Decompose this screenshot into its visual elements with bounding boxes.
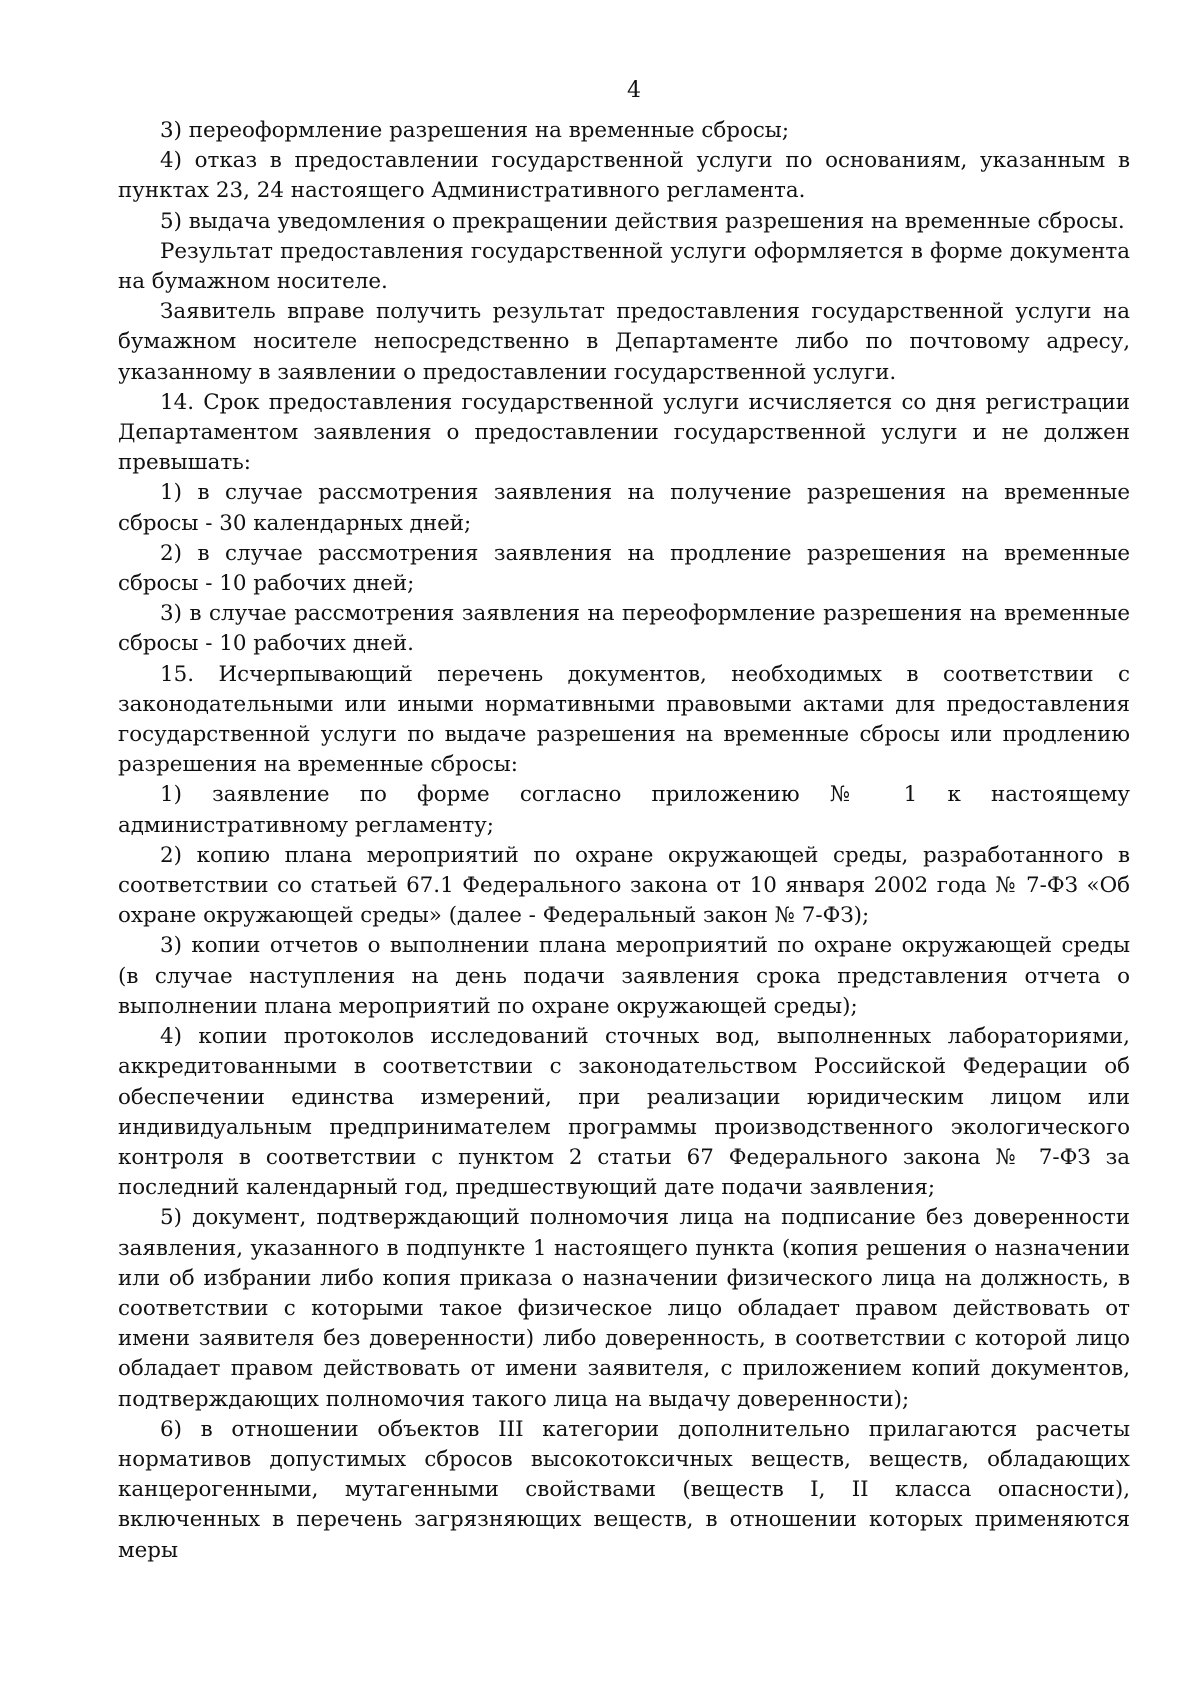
paragraph-15-item-3: 3) копии отчетов о выполнении плана мероприятий по охране окружающей среды (в случае наступления на день подачи заявления срока представления отчета о выполнении плана мероприятий по охране окружающей среды); (118, 933, 1130, 1019)
paragraph-item-3-reissue: 3) переоформление разрешения на временные сбросы; (160, 118, 790, 143)
paragraph-15-item-5: 5) документ, подтверждающий полномочия лица на подписание без доверенности заявления, указанного в подпункте 1 настоящего пункта (копия решения о назначении или об избрании либо копия приказа о назначении физического лица на должность, в соответствии с которыми такое физическое лицо обладает правом действовать от имени заявителя без доверенности) либо доверенность, в соответствии с которой лицо обладает правом действовать от имени заявителя, с приложением копий документов, подтверждающих полномочия такого лица на выдачу доверенности); (118, 1205, 1130, 1412)
paragraph-applicant-receipt: Заявитель вправе получить результат предоставления государственной услуги на бумажном носителе непосредственно в Департаменте либо по почтовому адресу, указанному в заявлении о предоставлении государственной услуги. (118, 299, 1130, 385)
paragraph-item-4-refusal: 4) отказ в предоставлении государственной услуги по основаниям, указанным в пунктах 23, 24 настоящего Административного регламента. (118, 148, 1130, 204)
paragraph-14-item-3: 3) в случае рассмотрения заявления на переоформление разрешения на временные сбросы - 10 рабочих дней. (118, 601, 1130, 657)
paragraph-15-item-2: 2) копию плана мероприятий по охране окружающей среды, разработанного в соответствии со статьей 67.1 Федерального закона от 10 января 2002 года № 7-ФЗ «Об охране окружающей среды» (далее - Федеральный закон № 7-ФЗ); (118, 842, 1130, 929)
paragraph-result-form: Результат предоставления государственной услуги оформляется в форме документа на бумажном носителе. (118, 238, 1130, 295)
paragraph-14-term: 14. Срок предоставления государственной услуги исчисляется со дня регистрации Департаментом заявления о предоставлении государственной услуги и не должен превышать: (118, 389, 1130, 476)
paragraph-15-item-4: 4) копии протоколов исследований сточных вод, выполненных лабораториями, аккредитованными в соответствии с законодательством Российской Федерации об обеспечении единства измерений, при реализации юридическим лицом или индивидуальным предпринимателем программы производственного экологического контроля в соответствии с пунктом 2 статьи 67 Федерального закона № 7-ФЗ за последний календарный год, предшествующий дате подачи заявления; (118, 1024, 1130, 1201)
paragraph-15-documents: 15. Исчерпывающий перечень документов, необходимых в соответствии с законодательными или иными нормативными правовыми актами для предоставления государственной услуги по выдаче разрешения на временные сбросы или продлению разрешения на временные сбросы: (118, 661, 1130, 778)
paragraph-14-item-1: 1) в случае рассмотрения заявления на получение разрешения на временные сбросы - 30 календарных дней; (118, 480, 1130, 536)
page-number: 4 (627, 78, 641, 103)
paragraph-item-5-termination-notice: 5) выдача уведомления о прекращении действия разрешения на временные сбросы. (160, 208, 1125, 234)
paragraph-15-item-1: 1) заявление по форме согласно приложению № 1 к настоящему административному регламенту; (118, 782, 1130, 838)
paragraph-14-item-2: 2) в случае рассмотрения заявления на продление разрешения на временные сбросы - 10 рабочих дней; (118, 540, 1130, 597)
paragraph-15-item-6: 6) в отношении объектов III категории дополнительно прилагаются расчеты нормативов допустимых сбросов высокотоксичных веществ, веществ, обладающих канцерогенными, мутагенными свойствами (веществ I, II класса опасности), включенных в перечень загрязняющих веществ, в отношении которых применяются меры (118, 1416, 1130, 1563)
